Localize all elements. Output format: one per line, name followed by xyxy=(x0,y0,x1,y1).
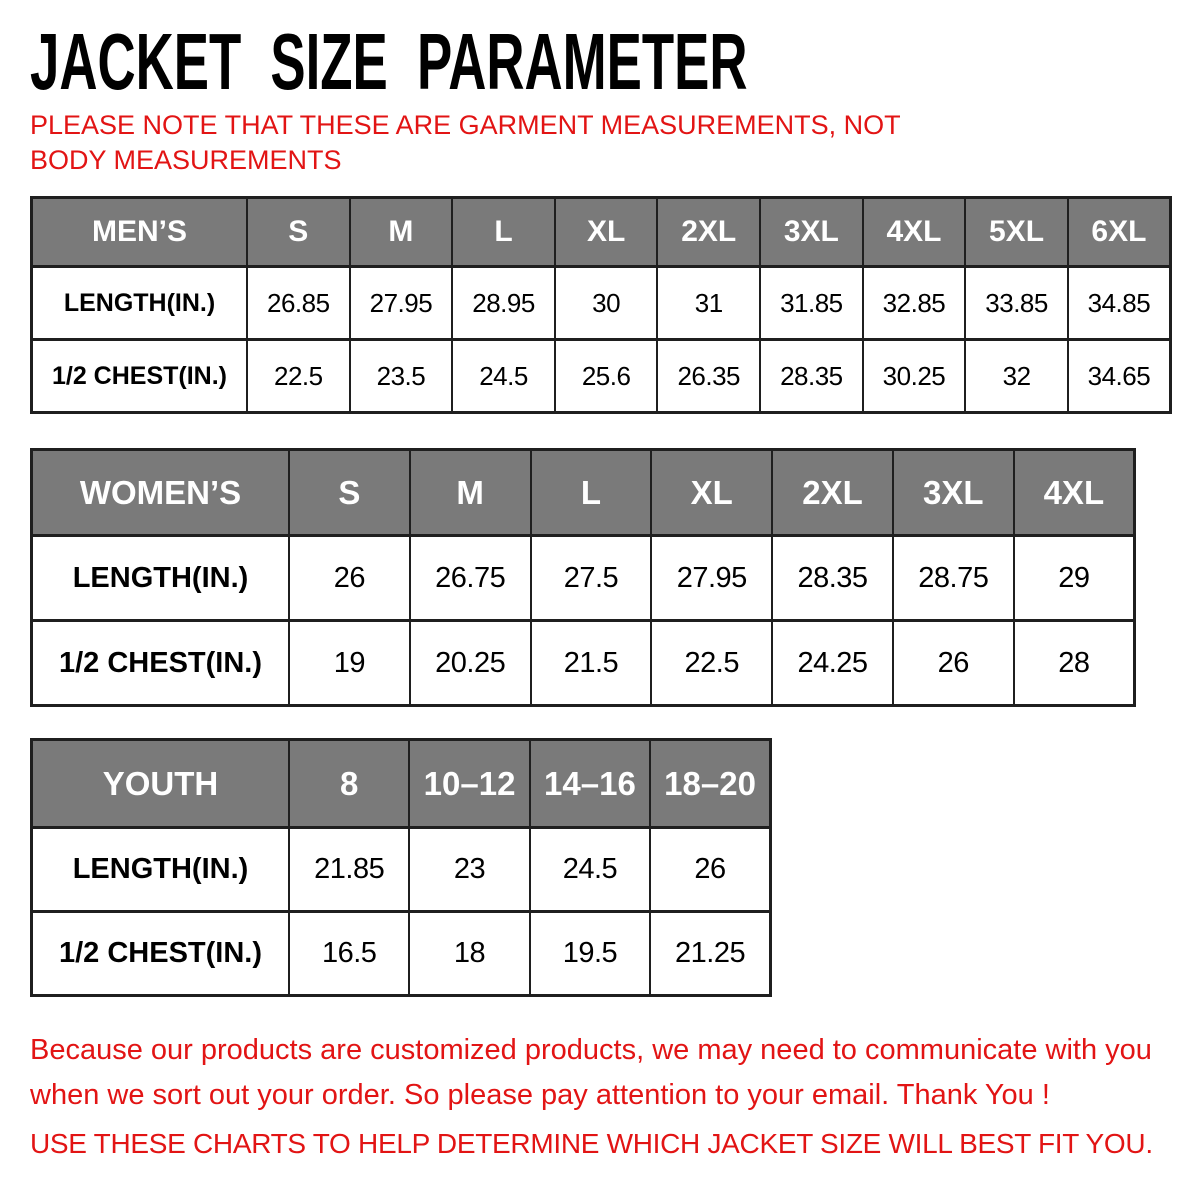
measurement-value-cell: 26 xyxy=(893,621,1014,706)
chart-usage-advice: USE THESE CHARTS TO HELP DETERMINE WHICH JACKET SIZE WILL BEST FIT YOU. xyxy=(30,1128,1153,1159)
measurement-value-cell: 25.6 xyxy=(555,340,658,413)
measurement-value-cell: 27.95 xyxy=(651,536,772,621)
measurement-row xyxy=(32,912,771,996)
row-label-cell: LENGTH(IN.) xyxy=(32,536,290,621)
measurement-value-cell: 33.85 xyxy=(965,267,1068,340)
size-header-cell: 10–12 xyxy=(409,740,529,828)
measurement-value-cell: 21.85 xyxy=(289,828,409,912)
size-header-row xyxy=(32,740,771,828)
measurement-value-cell: 31.85 xyxy=(760,267,863,340)
measurement-value-cell: 21.5 xyxy=(531,621,652,706)
measurement-value-cell: 21.25 xyxy=(650,912,770,996)
measurement-value-cell: 19.5 xyxy=(530,912,650,996)
row-label-cell: 1/2 CHEST(IN.) xyxy=(32,912,290,996)
measurement-value-cell: 24.5 xyxy=(452,340,555,413)
measurement-value-cell: 23.5 xyxy=(350,340,453,413)
size-header-cell: M xyxy=(410,450,531,536)
size-header-cell: 8 xyxy=(289,740,409,828)
size-header-cell: L xyxy=(531,450,652,536)
size-header-cell: XL xyxy=(555,198,658,267)
measurement-row xyxy=(32,828,771,912)
measurement-value-cell: 32 xyxy=(965,340,1068,413)
size-header-cell: XL xyxy=(651,450,772,536)
measurement-value-cell: 16.5 xyxy=(289,912,409,996)
size-header-cell: S xyxy=(247,198,350,267)
measurement-value-cell: 23 xyxy=(409,828,529,912)
size-header-cell: S xyxy=(289,450,410,536)
size-header-cell: L xyxy=(452,198,555,267)
measurement-value-cell: 27.5 xyxy=(531,536,652,621)
measurement-value-cell: 26 xyxy=(289,536,410,621)
size-header-cell: 4XL xyxy=(1014,450,1135,536)
size-header-row xyxy=(32,198,1171,267)
customization-notice: Because our products are customized products, we may need to communicate with you when we sort out your order. So please pay attention to your email. Thank You ! xyxy=(30,1034,1152,1111)
youth-size-table xyxy=(30,738,772,997)
measurement-value-cell: 28.35 xyxy=(772,536,893,621)
row-label-cell: 1/2 CHEST(IN.) xyxy=(32,340,248,413)
category-header-cell: WOMEN’S xyxy=(32,450,290,536)
measurement-value-cell: 22.5 xyxy=(651,621,772,706)
row-label-cell: LENGTH(IN.) xyxy=(32,267,248,340)
size-header-cell: 4XL xyxy=(863,198,966,267)
size-header-row xyxy=(32,450,1135,536)
category-header-cell: MEN’S xyxy=(32,198,248,267)
measurement-value-cell: 29 xyxy=(1014,536,1135,621)
measurement-value-cell: 26.85 xyxy=(247,267,350,340)
measurement-value-cell: 26.75 xyxy=(410,536,531,621)
measurement-value-cell: 28.95 xyxy=(452,267,555,340)
size-header-cell: 2XL xyxy=(657,198,760,267)
measurement-value-cell: 26 xyxy=(650,828,770,912)
measurement-value-cell: 34.85 xyxy=(1068,267,1171,340)
row-label-cell: 1/2 CHEST(IN.) xyxy=(32,621,290,706)
measurement-value-cell: 28.75 xyxy=(893,536,1014,621)
category-header-cell: YOUTH xyxy=(32,740,290,828)
mens-size-table xyxy=(30,196,1172,414)
measurement-value-cell: 24.25 xyxy=(772,621,893,706)
size-header-cell: 3XL xyxy=(893,450,1014,536)
measurement-row xyxy=(32,267,1171,340)
measurement-value-cell: 30.25 xyxy=(863,340,966,413)
measurement-value-cell: 19 xyxy=(289,621,410,706)
measurement-row xyxy=(32,621,1135,706)
size-header-cell: 3XL xyxy=(760,198,863,267)
measurement-value-cell: 28 xyxy=(1014,621,1135,706)
measurement-value-cell: 31 xyxy=(657,267,760,340)
size-header-cell: M xyxy=(350,198,453,267)
size-header-cell: 6XL xyxy=(1068,198,1171,267)
measurement-value-cell: 20.25 xyxy=(410,621,531,706)
measurement-value-cell: 24.5 xyxy=(530,828,650,912)
measurement-value-cell: 22.5 xyxy=(247,340,350,413)
measurement-value-cell: 32.85 xyxy=(863,267,966,340)
womens-size-table xyxy=(30,448,1136,707)
measurement-value-cell: 28.35 xyxy=(760,340,863,413)
page-title: JACKET SIZE PARAMETER xyxy=(30,17,748,106)
measurement-value-cell: 26.35 xyxy=(657,340,760,413)
size-header-cell: 2XL xyxy=(772,450,893,536)
measurement-value-cell: 27.95 xyxy=(350,267,453,340)
measurement-row xyxy=(32,536,1135,621)
size-header-cell: 18–20 xyxy=(650,740,770,828)
size-header-cell: 5XL xyxy=(965,198,1068,267)
garment-measurement-note: PLEASE NOTE THAT THESE ARE GARMENT MEASUREMENTS, NOT BODY MEASUREMENTS xyxy=(30,110,901,175)
measurement-value-cell: 30 xyxy=(555,267,658,340)
measurement-value-cell: 18 xyxy=(409,912,529,996)
measurement-row xyxy=(32,340,1171,413)
row-label-cell: LENGTH(IN.) xyxy=(32,828,290,912)
size-header-cell: 14–16 xyxy=(530,740,650,828)
measurement-value-cell: 34.65 xyxy=(1068,340,1171,413)
